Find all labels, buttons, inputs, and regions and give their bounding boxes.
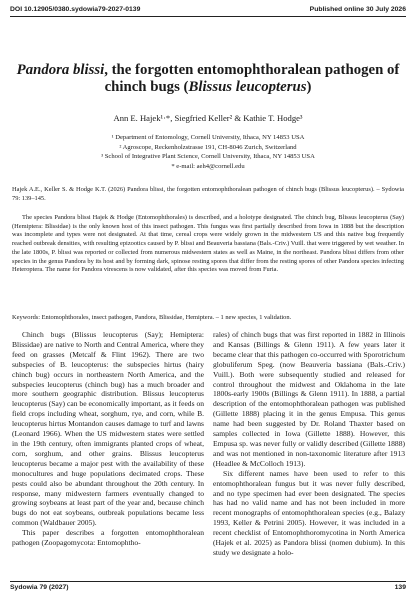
affiliation-2: ² Agroscope, Reckenholzstrasse 191, CH-8046 Zurich, Switzerland — [119, 143, 297, 151]
published-date: Published online 30 July 2026 — [309, 5, 406, 13]
page-footer — [10, 584, 406, 591]
page-number: 139 — [394, 584, 406, 591]
title-middle: , the forgotten entomophthoralean pathogen of chinch bugs ( — [104, 62, 400, 95]
page-header — [10, 3, 406, 15]
affiliation-3: ³ School of Integrative Plant Science, Cornell University, Ithaca, NY 14853 USA — [101, 153, 315, 161]
journal-issue: Sydowia 79 (2027) — [10, 584, 69, 591]
abstract: The species Pandora blissi Hajek & Hodge (Entomophthorales) is described, and a holotype designated. The chinch bug, Blissus leucopterus (Say) (Hemiptera: Blissidae) is the only known host of this insect pathogen. This fungus was first partially described from Iowa in 1888 but the description was incomplete and types were not designated. At that time, cereal crops were widely grown in the midwestern US and this native bug frequently reached outbreak densities, with resulting epizootics caused by P. blissi and Beauveria bassiana (Bals.-Criv.) Vuill. that were triggered by wet weather. In the late 1800s, P. blissi was reported or collected from numerous midwestern states as well as Maine, in the northeast. Pandora blissi differs from other species in the genus Pandora by its host and by forming dark, spinose resting spores that differ from the resting spores of other Pandora species infecting Heteroptera. The name for Pandora virescens is now validated, after this species was moved from Furia. — [12, 214, 404, 274]
title-species: Pandora blissi — [16, 62, 105, 78]
affiliations — [10, 133, 406, 171]
paragraph-names: Six different names have been used to refer to this entomophthoralean fungus but it was never fully described, and no type specimen had ever been designated. The species has had no valid name and has not been included in more recent monographs of entomophthoralean species (e.g., Balazy 1993, Keller & Petrini 2005). However, it was included in a recent checklist of Entomophthoromycotina in North America (Hajek et al. 2025) as Pandora blissi (nomen dubium). In this study we designate a holo- — [213, 468, 405, 557]
paragraph-scope: This paper describes a forgotten entomophthoralean pathogen (Zoopagomycota: Entomophtho- — [12, 528, 204, 548]
citation: Hajek A.E., Keller S. & Hodge K.T. (2026) Pandora blissi, the forgotten entomophthoralean pathogen of chinch bugs (Blissus leucopterus). – Sydowia 79: 139–145. — [12, 186, 404, 202]
footer-rule — [10, 581, 406, 582]
header-rule — [10, 16, 406, 17]
paragraph-intro: Chinch bugs (Blissus leucopterus (Say); Hemiptera: Blissidae) are native to North and Central America, where they feed on grasses (Metcalf & Flint 1962). There are two subspecies of B. leucopterus: the subspecies hirtus (hairy chinch bug) occurs in northeastern North America, and the subspecies leucopterus (chinch bug) has a much broader and more southern geographic distribution. Blissus leucopterus leucopterus (Say) can be economically important, as it feeds on field crops including wheat, sorghum, rye, and corn, while B. leucopterus hirtus Montandon causes damage to turf and lawns (Leonard 1966). When the US midwestern states were settled in the 19th century, often immigrants planted crops of wheat, corn, sorghum, and other grains. Blissus leucopterus leucopterus became a major pest with the availability of these monocultures and huge populations decimated crops. These pests could also be abundant throughout the 20th century. In response, many midwestern farmers eventually changed to growing soybeans at least part of the year and, because chinch bugs do not eat soybeans, outbreak populations became less common (Waldbauer 2005). — [12, 330, 204, 528]
article-title — [14, 62, 402, 96]
title-end: ) — [306, 79, 312, 95]
title-host: Blissus leucopterus — [188, 79, 307, 95]
author-list: Ann E. Hajek¹·*, Siegfried Keller² & Kathie T. Hodge³ — [113, 113, 303, 123]
body-column-left — [12, 330, 204, 548]
corresponding-email: * e-mail: aeh4@cornell.edu — [171, 162, 245, 170]
body-column-right — [213, 330, 405, 558]
paragraph-history: rales) of chinch bugs that was first reported in 1882 in Illinois and Kansas (Billings & Glenn 1911). A few years later it became clear that this pathogen co-occurred with Sporotrichum globuliferum Speg. (now Beauveria bassiana (Bals.-Criv.) Vuill.). Both were subsequently studied and released for control throughout the midwest and Oklahoma in the late 1800s-early 1900s (Billings & Glenn 1911). In 1888, a partial description of the entomophthoralean pathogen was published (Gillette 1888) placing it in the genus Empusa. This genus name had been suggested by Dr. Roland Thaxter based on samples collected in Iowa (Gillette 1888). However, this Empusa sp. was never fully or validly described (Gillette 1888) and was not mentioned in non-taxonomic literature after 1913 (Headlee & McColloch 1913). — [213, 330, 405, 468]
doi-label: DOI 10.12905/0380.sydowia79-2027-0139 — [10, 5, 141, 13]
keywords: Keywords: Entomophthorales, insect pathogen, Pandora, Blissidae, Hemiptera. – 1 new species, 1 validation. — [12, 314, 292, 321]
affiliation-1: ¹ Department of Entomology, Cornell University, Ithaca, NY 14853 USA — [111, 134, 305, 141]
